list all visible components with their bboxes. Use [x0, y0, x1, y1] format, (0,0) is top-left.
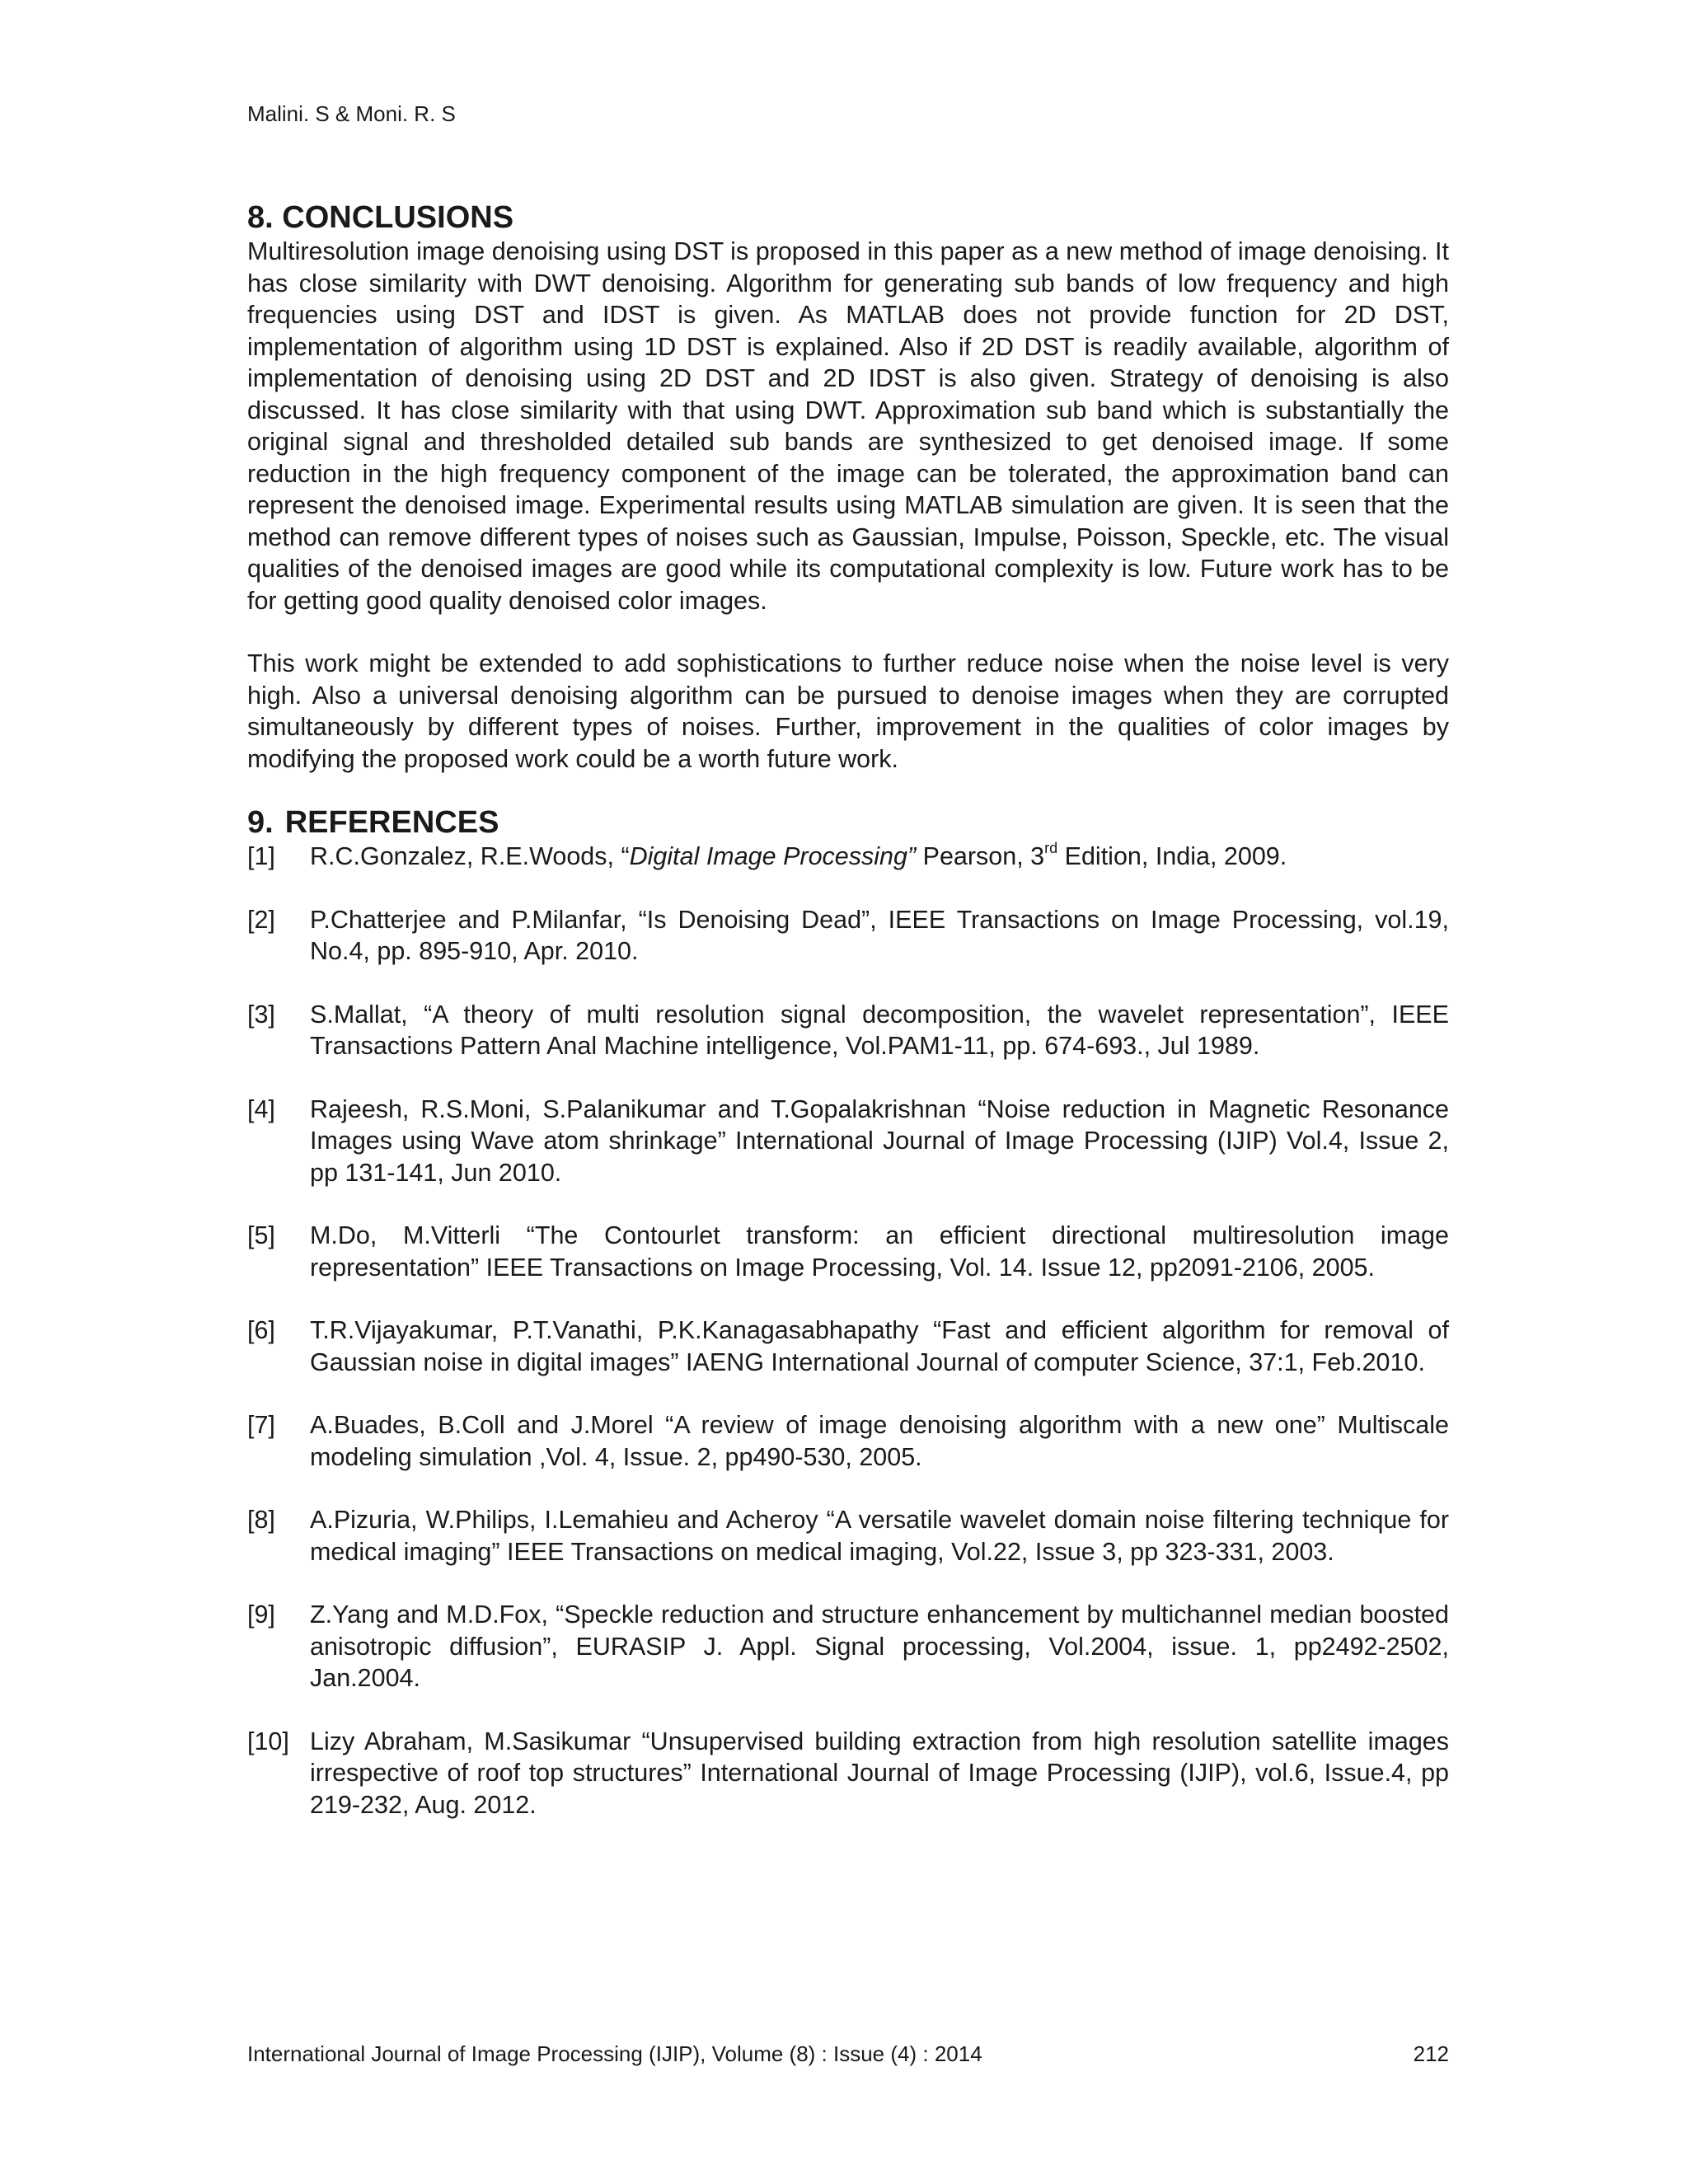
reference-item [247, 1220, 1449, 1283]
page-footer [247, 2041, 1449, 2067]
references-heading-number: 9. [247, 805, 274, 840]
reference-text: Lizy Abraham, M.Sasikumar “Unsupervised building extraction from high resolution satellite images irrespective of roof top structures” International Journal of Image Processing (IJIP), vol.6, Issue.4, pp 219-232, Aug. 2012. [310, 1727, 1449, 1819]
footer-journal: International Journal of Image Processing (IJIP), Volume (8) : Issue (4) : 2014 [247, 2041, 982, 2066]
reference-item [247, 1315, 1449, 1378]
reference-number: [6] [247, 1316, 275, 1344]
reference-text: P.Chatterjee and P.Milanfar, “Is Denoising Dead”, IEEE Transactions on Image Processing, vol.19, No.4, pp. 895-910, Apr. 2010. [310, 905, 1449, 965]
reference-publisher: Pearson, 3 [916, 842, 1045, 870]
conclusions-heading: 8. CONCLUSIONS [247, 200, 514, 235]
reference-number: [3] [247, 1000, 275, 1029]
reference-number: [5] [247, 1221, 275, 1249]
reference-text: T.R.Vijayakumar, P.T.Vanathi, P.K.Kanagasabhapathy “Fast and efficient algorithm for removal of Gaussian noise in digital images” IAENG International Journal of computer Science, 37:1, Feb.2010. [310, 1316, 1449, 1376]
reference-item [247, 1504, 1449, 1568]
references-heading-text: REFERENCES [284, 805, 499, 840]
reference-authors: R.C.Gonzalez, R.E.Woods, “ [310, 842, 630, 870]
main-content [247, 199, 1449, 1852]
conclusions-paragraph-1: Multiresolution image denoising using DST is proposed in this paper as a new method of image denoising. It has close similarity with DWT denoising. Algorithm for generating sub bands of low frequency and high frequencies using DST and IDST is given. As MATLAB does not provide function for 2D DST, implementation of algorithm using 1D DST is explained. Also if 2D DST is readily available, algorithm of implementation of denoising using 2D DST and 2D IDST is also given. Strategy of denoising is also discussed. It has close similarity with that using DWT. Approximation sub band which is substantially the original signal and thresholded detailed sub bands are synthesized to get denoised image. If some reduction in the high frequency component of the image can be tolerated, the approximation band can represent the denoised image. Experimental results using MATLAB simulation are given. It is seen that the method can remove different types of noises such as Gaussian, Impulse, Poisson, Speckle, etc. The visual qualities of the denoised images are good while its computational complexity is low. Future work has to be for getting good quality denoised color images. [247, 237, 1449, 615]
reference-number: [8] [247, 1506, 275, 1534]
reference-item [247, 1409, 1449, 1473]
paragraph-spacer [247, 616, 1449, 648]
references-heading [247, 804, 1449, 841]
reference-item [247, 1094, 1449, 1189]
running-head: Malini. S & Moni. R. S [247, 101, 456, 126]
reference-text: Z.Yang and M.D.Fox, “Speckle reduction and structure enhancement by multichannel median boosted anisotropic diffusion”, EURASIP J. Appl. Signal processing, Vol.2004, issue. 1, pp2492-2502, Jan.2004. [310, 1601, 1449, 1692]
reference-title: Digital Image Processing” [629, 842, 917, 870]
reference-text: A.Buades, B.Coll and J.Morel “A review of image denoising algorithm with a new one” Multiscale modeling simulation ,Vol. 4, Issue. 2, pp490-530, 2005. [310, 1411, 1449, 1471]
reference-item [247, 904, 1449, 968]
reference-item [247, 1599, 1449, 1694]
reference-text [310, 841, 1449, 873]
reference-text: M.Do, M.Vitterli “The Contourlet transform: an efficient directional multiresolution image representation” IEEE Transactions on Image Processing, Vol. 14. Issue 12, pp2091-2106, 2005. [310, 1221, 1449, 1282]
reference-number: [9] [247, 1601, 275, 1629]
reference-item [247, 841, 1449, 873]
reference-text: S.Mallat, “A theory of multi resolution signal decomposition, the wavelet representation”, IEEE Transactions Pattern Anal Machine intelligence, Vol.PAM1-11, pp. 674-693., Jul 1989. [310, 1000, 1449, 1060]
reference-superscript: rd [1044, 840, 1058, 856]
reference-text: Rajeesh, R.S.Moni, S.Palanikumar and T.Gopalakrishnan “Noise reduction in Magnetic Resonance Images using Wave atom shrinkage” International Journal of Image Processing (IJIP) Vol.4, Issue 2, pp 131-141, Jun 2010. [310, 1094, 1449, 1187]
conclusions-paragraph-2: This work might be extended to add sophistications to further reduce noise when the noise level is very high. Also a universal denoising algorithm can be pursued to denoise images when they are corrupted simultaneously by different types of noises. Further, improvement in the qualities of color images by modifying the proposed work could be a worth future work. [247, 649, 1449, 773]
reference-item [247, 999, 1449, 1062]
reference-text: A.Pizuria, W.Philips, I.Lemahieu and Acheroy “A versatile wavelet domain noise filtering technique for medical imaging” IEEE Transactions on medical imaging, Vol.22, Issue 3, pp 323-331, 2003. [310, 1506, 1449, 1566]
reference-number: [4] [247, 1094, 275, 1123]
reference-number: [2] [247, 905, 275, 934]
reference-number: [10] [247, 1727, 289, 1755]
footer-page-number: 212 [1413, 2041, 1449, 2066]
reference-item [247, 1726, 1449, 1821]
reference-number: [1] [247, 842, 275, 870]
reference-number: [7] [247, 1411, 275, 1439]
reference-edition: Edition, India, 2009. [1057, 842, 1287, 870]
